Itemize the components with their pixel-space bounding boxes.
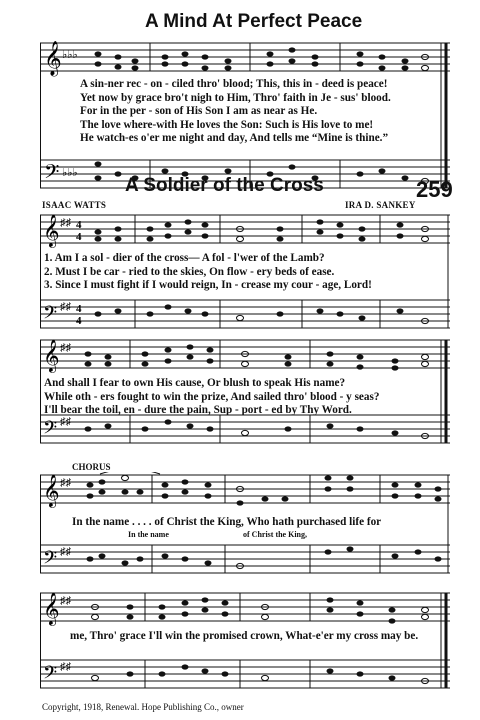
lyric-line: 3. Since I must fight if I would reign, In - crease my cour - age, Lord! [44,279,372,291]
lyric-line: I'll bear the toil, en - dure the pain, Sup - port - ed by Thy Word. [44,404,352,416]
treble-clef-icon: 𝄞 [43,216,60,247]
hymn1-lyrics [80,78,391,146]
lyric-line: While oth - ers fought to win the prize, And sailed thro' blood - y seas? [44,390,380,403]
svg-text:𝄞: 𝄞 [43,341,60,372]
hymn-number: 259 [416,177,453,202]
bass-clef-icon: 𝄢 [43,302,58,327]
chorus-echo: In the name [128,530,169,539]
svg-text:𝄢: 𝄢 [43,547,58,572]
hymn-title-1: A Mind At Perfect Peace [145,11,363,32]
svg-text:4: 4 [76,231,82,243]
svg-text:𝄞: 𝄞 [43,594,60,625]
staff-system-5 [40,588,450,700]
flat-signs: ♭♭♭ [62,49,78,61]
words-credit: ISAAC WATTS [42,200,107,210]
lyric-line: 1. Am I a sol - dier of the cross— A fol - l'wer of the Lamb? [44,252,325,264]
svg-text:4: 4 [76,315,82,327]
final-lyric-line: me, Thro' grace I'll win the promised crown, What-e'er my cross may be. [70,630,419,642]
svg-text:𝄢: 𝄢 [43,662,58,687]
svg-text:♯♯: ♯♯ [60,661,71,673]
svg-text:♯♯: ♯♯ [60,217,71,229]
svg-text:𝄢: 𝄢 [43,417,58,442]
svg-text:4: 4 [76,303,82,315]
lyric-line: 2. Must I be car - ried to the skies, On flow - ery beds of ease. [44,265,335,278]
lyric-line: For in the per - son of His Son I am as near as He. [80,105,318,117]
lyric-line: He watch-es o'er me night and day, And tells me “Mine is thine.” [80,132,389,144]
treble-clef-icon: 𝄞 [44,42,62,75]
svg-text:♯♯: ♯♯ [60,595,71,607]
treble-notes [95,47,429,70]
svg-text:4: 4 [76,219,82,231]
lyric-line: The love where-with He loves the Son: Such is His love to me! [80,118,374,131]
svg-text:♯♯: ♯♯ [60,416,71,428]
svg-text:♯♯: ♯♯ [60,301,71,313]
svg-text:♯♯: ♯♯ [60,477,71,489]
svg-text:♭♭♭: ♭♭♭ [62,167,78,179]
chorus-label: CHORUS [72,462,111,472]
lyric-line: A sin-ner rec - on - ciled thro' blood; This, this in - deed is peace! [80,78,388,90]
svg-text:𝄞: 𝄞 [43,476,60,507]
verse-b-lyrics [44,377,379,418]
lyric-line: And shall I fear to own His cause, Or blush to speak His name? [44,377,346,389]
hymn-title-2: A Soldier of the Cross [125,175,324,196]
chorus-lyrics: In the name . . . . of Christ the King, Who hath purchased life for [72,516,382,528]
chorus-echo: of Christ the King, [243,530,307,539]
verse-a-lyrics [44,252,372,293]
lyric-line: Yet now by grace bro't nigh to Him, Thro' faith in Je - sus' blood. [80,91,391,104]
svg-text:♯♯: ♯♯ [60,342,71,354]
bass-clef-icon: 𝄢 [44,162,60,188]
svg-text:♯♯: ♯♯ [60,546,71,558]
treble-staff [40,43,450,71]
copyright-notice: Copyright, 1918, Renewal. Hope Publishing Co., owner [42,702,244,712]
music-credit: IRA D. SANKEY [345,200,416,210]
